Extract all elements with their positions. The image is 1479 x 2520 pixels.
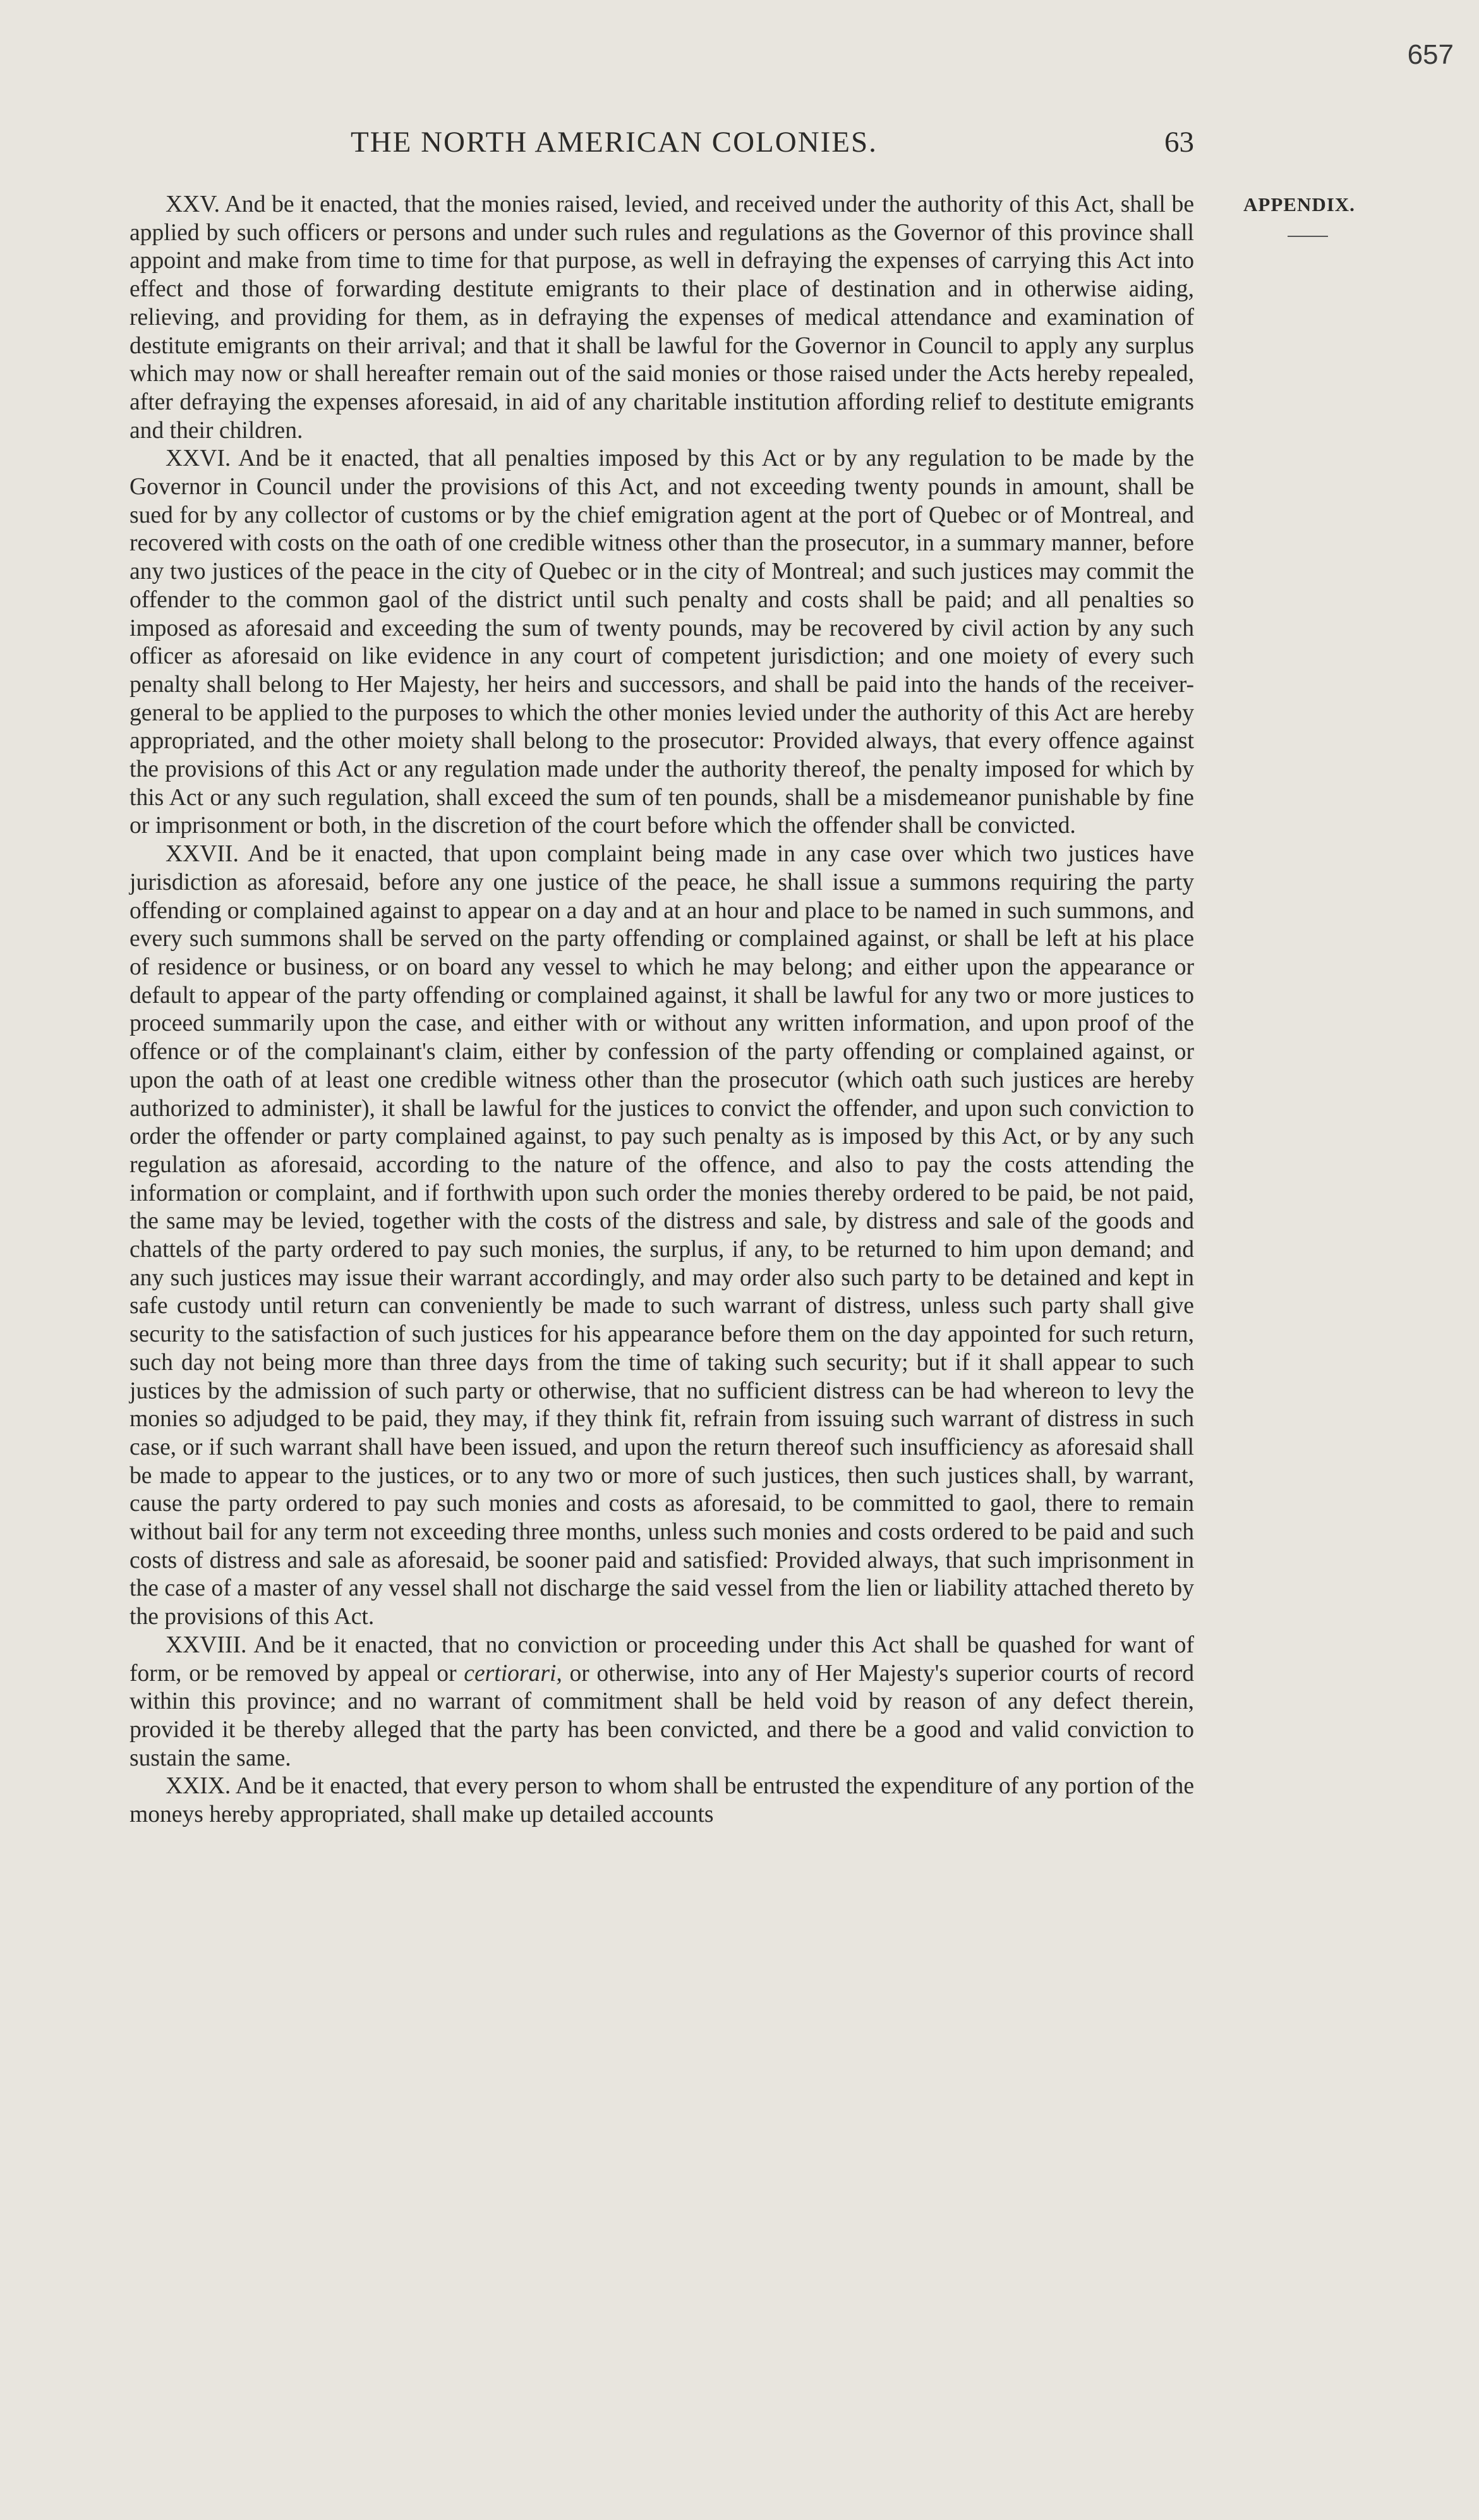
folio-number: 63 (1164, 126, 1194, 159)
page-number: 657 (1407, 39, 1454, 70)
running-title: THE NORTH AMERICAN COLONIES. (351, 126, 878, 159)
section-xxviii-italic: certiorari, (464, 1660, 562, 1687)
section-xxvii: XXVII. And be it enacted, that upon complaint being made in any case over which two justices have jurisdiction as aforesaid, before any one justice of the peace, he shall issue a summons requiring the party offending or complained against to appear on a day and at an hour and place to be named in such summons, and every such summons shall be served on the party offending or complained against, or shall be left at his place of residence or business, or on board any vessel to which he may belong; and either upon the appearance or default to appear of the party offending or complained against, it shall be lawful for any two or more justices to proceed summarily upon the case, and either with or without any written information, and upon proof of the offence or of the complainant's claim, either by confession of the party offending or complained against, or upon the oath of at least one credible witness other than the prosecutor (which oath such justices are hereby authorized to administer), it shall be lawful for the justices to convict the offender, and upon such conviction to order the offender or party complained against, to pay such penalty as is imposed by this Act, or by any such regulation as aforesaid, according to the nature of the offence, and also to pay the costs attending the information or complaint, and if forthwith upon such order the monies thereby ordered to be paid, be not paid, the same may be levied, together with the costs of the distress and sale, by distress and sale of the goods and chattels of the party ordered to pay such monies, the surplus, if any, to be returned to him upon demand; and any such justices may issue their warrant accordingly, and may order also such party to be detained and kept in safe custody until return can conveniently be made to such warrant of distress, unless such party shall give security to the satisfaction of such justices for his appearance before them on the day appointed for such return, such day not being more than three days from the time of taking such security; but if it shall appear to such justices by the admission of such party or otherwise, that no sufficient distress can be had whereon to levy the monies so adjudged to be paid, they may, if they think fit, refrain from issuing such warrant of distress in such case, or if such warrant shall have been issued, and upon the return thereof such insufficiency as aforesaid shall be made to appear to the justices, or to any two or more of such justices, then such justices shall, by warrant, cause the party ordered to pay such monies and costs as aforesaid, to be committed to gaol, there to remain without bail for any term not exceeding three months, unless such monies and costs ordered to be paid and such costs of distress and sale as aforesaid, be sooner paid and satisfied: Provided always, that such imprisonment in the case of a master of any vessel shall not discharge the said vessel from the lien or liability attached thereto by the provisions of this Act. (130, 841, 1194, 1630)
section-xxviii-text-a: XXVIII. And be it enacted, that no conviction or proceeding under this Act shall be quashed for want of form, or be removed by appeal or (130, 1632, 1194, 1687)
margin-note-appendix: APPENDIX. (1243, 193, 1355, 215)
section-xxix: XXIX. And be it enacted, that every person to whom shall be entrusted the expenditure of any portion of the moneys hereby appropriated, shall make up detailed accounts (130, 1773, 1194, 1828)
section-xxviii-text-b: or otherwise, into any of Her Majesty's superior courts of record within this province; and no warrant of commitment shall be held void by reason of any defect therein, provided it be thereby alleged that the party has been convicted, and there be a good and valid conviction to sustain the same. (130, 1660, 1194, 1771)
section-xxviii (130, 1632, 1194, 1773)
margin-rule (1288, 236, 1328, 237)
body-text (130, 191, 1194, 1829)
section-xxv: XXV. And be it enacted, that the monies raised, levied, and received under the authority of this Act, shall be applied by such officers or persons and under such rules and regulations as the Governor of this province shall appoint and make from time to time for that purpose, as well in defraying the expenses of carrying this Act into effect and those of forwarding destitute emigrants to their place of destination and in otherwise aiding, relieving, and providing for them, as in defraying the expenses of medical attendance and examination of destitute emigrants on their arrival; and that it shall be lawful for the Governor in Council to apply any surplus which may now or shall hereafter remain out of the said monies or those raised under the Acts hereby repealed, after defraying the expenses aforesaid, in aid of any charitable institution affording relief to destitute emigrants and their children. (130, 191, 1194, 444)
running-head (351, 125, 1194, 163)
section-xxvi: XXVI. And be it enacted, that all penalties imposed by this Act or by any regulation to be made by the Governor in Council under the provisions of this Act, and not exceeding twenty pounds in amount, shall be sued for by any collector of customs or by the chief emigration agent at the port of Quebec or of Montreal, and recovered with costs on the oath of one credible witness other than the prosecutor, in a summary manner, before any two justices of the peace in the city of Quebec or in the city of Montreal; and such justices may commit the offender to the common gaol of the district until such penalty and costs shall be paid; and all penalties so imposed as aforesaid and exceeding the sum of twenty pounds, may be recovered by civil action by any such officer as aforesaid on like evidence in any court of competent jurisdiction; and one moiety of every such penalty shall belong to Her Majesty, her heirs and successors, and shall be paid into the hands of the receiver-general to be applied to the purposes to which the other monies levied under the authority of this Act are hereby appropriated, and the other moiety shall belong to the prosecutor: Provided always, that every offence against the provisions of this Act or any regulation made under the authority thereof, the penalty imposed for which by this Act or any such regulation, shall exceed the sum of ten pounds, shall be a misdemeanor punishable by fine or imprisonment or both, in the discretion of the court before which the offender shall be convicted. (130, 445, 1194, 839)
